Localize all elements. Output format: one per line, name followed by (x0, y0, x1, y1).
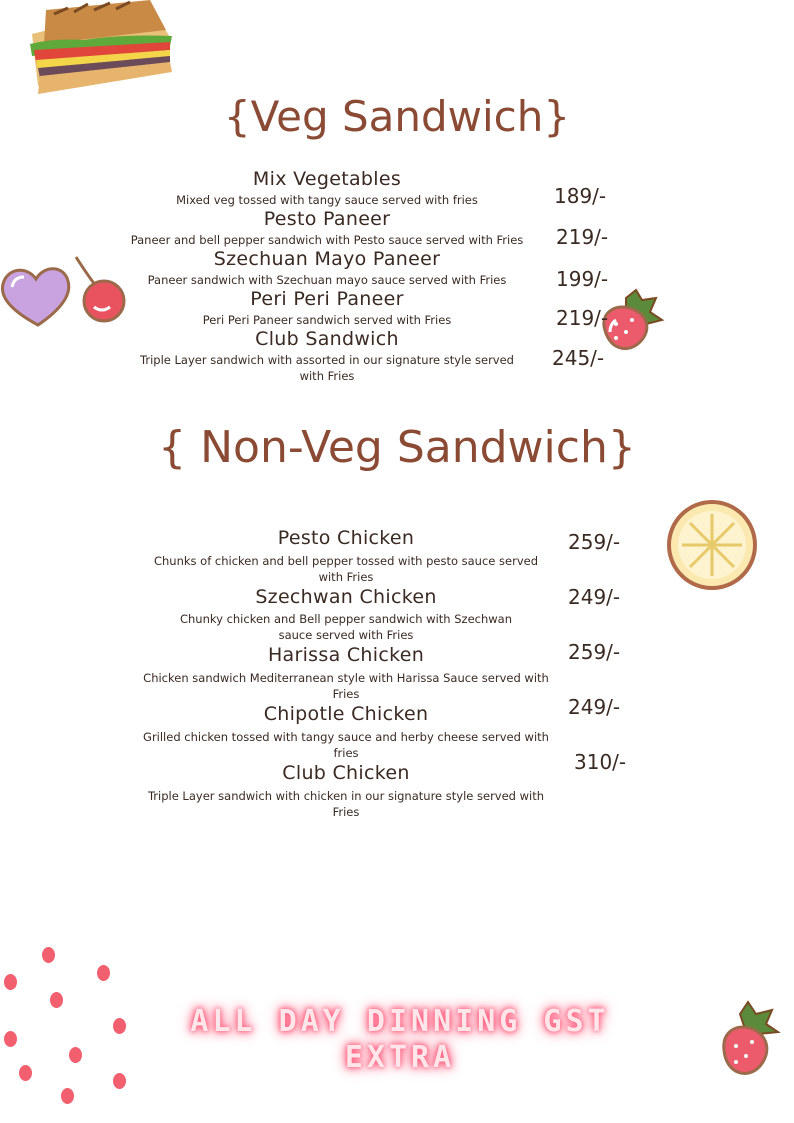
item-price: 189/- (554, 184, 607, 208)
item-name: Pesto Chicken (277, 527, 415, 549)
item-name: Harissa Chicken (267, 644, 425, 666)
item-description: Chunks of chicken and bell pepper tossed with pesto sauce served with Fries (153, 554, 539, 584)
item-price: 219/- (556, 225, 609, 249)
strawberry-icon (718, 1000, 782, 1082)
item-price: 259/- (568, 530, 621, 554)
item-name: Pesto Paneer (263, 208, 391, 230)
item-price: 219/- (556, 306, 609, 330)
item-price: 245/- (552, 346, 605, 370)
item-name: Szechuan Mayo Paneer (213, 248, 441, 270)
item-description: Paneer and bell pepper sandwich with Pesto sauce served with Fries (130, 233, 524, 247)
item-name: Mix Vegetables (252, 168, 402, 190)
cherry-icon (72, 255, 132, 325)
item-price: 249/- (568, 695, 621, 719)
item-description: Triple Layer sandwich with chicken in our signature style served with Fries (147, 789, 545, 819)
item-name: Club Sandwich (255, 328, 399, 350)
item-name: Szechwan Chicken (255, 586, 437, 608)
item-name: Peri Peri Paneer (250, 288, 404, 310)
item-description: Chunky chicken and Bell pepper sandwich with Szechwan sauce served with Fries (179, 612, 513, 642)
veg-section-title: {Veg Sandwich} (223, 92, 571, 141)
item-description: Peri Peri Paneer sandwich served with Fries (202, 313, 452, 327)
item-description: Paneer sandwich with Szechuan mayo sauce served with Fries (147, 273, 507, 287)
item-description: Mixed veg tossed with tangy sauce served with fries (176, 193, 478, 207)
item-price: 310/- (574, 750, 627, 774)
item-price: 259/- (568, 640, 621, 664)
gst-notice: ALL DAY DINNING GST EXTRA (190, 1004, 610, 1075)
sandwich-icon (24, 0, 174, 98)
item-description: Grilled chicken tossed with tangy sauce and herby cheese served with fries (143, 730, 549, 760)
nonveg-section-title: { Non-Veg Sandwich} (158, 422, 636, 473)
item-name: Chipotle Chicken (263, 703, 429, 725)
item-price: 199/- (556, 267, 609, 291)
lemon-slice-icon (664, 500, 760, 592)
item-price: 249/- (568, 585, 621, 609)
item-description: Chicken sandwich Mediterranean style with Harissa Sauce served with Fries (143, 671, 549, 701)
item-name: Club Chicken (282, 762, 410, 784)
item-description: Triple Layer sandwich with assorted in our signature style served with Fries (140, 353, 514, 383)
